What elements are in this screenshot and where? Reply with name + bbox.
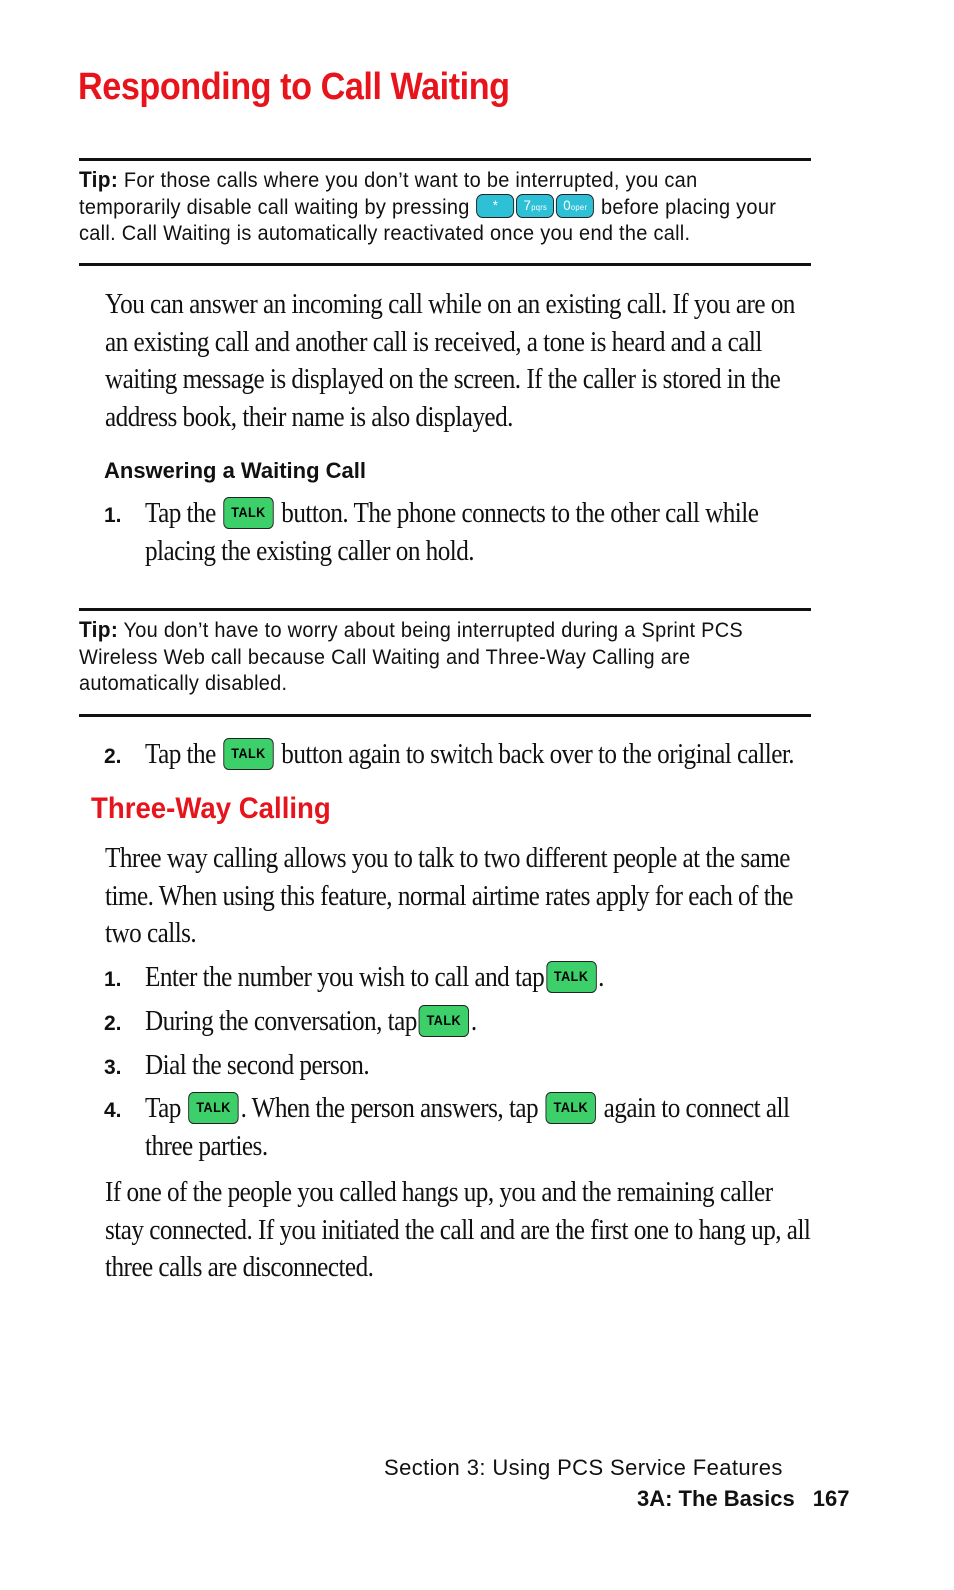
talk-button-icon: TALK xyxy=(419,1005,469,1037)
three-way-step-1 xyxy=(145,959,829,997)
step-number: 2. xyxy=(104,1012,122,1035)
step-number: 1. xyxy=(104,504,122,527)
tip-text-a: For those calls where you don’t want to be interrupted, you can temporarily disable call waiting by pressing xyxy=(79,169,698,219)
three-way-step-2 xyxy=(145,1003,829,1041)
tip-top-rule xyxy=(79,158,811,161)
zero-key-icon: 0oper xyxy=(556,194,594,218)
three-way-heading: Three-Way Calling xyxy=(91,792,331,825)
talk-button-icon: TALK xyxy=(188,1092,238,1124)
talk-button-icon: TALK xyxy=(223,738,273,770)
step-text: button. The phone connects to the other call while placing the existing caller on hold. xyxy=(145,498,759,567)
talk-button-icon: TALK xyxy=(223,497,273,529)
footer-section: Section 3: Using PCS Service Features xyxy=(384,1455,783,1480)
step-text: During the conversation, tap xyxy=(145,1006,417,1037)
step-text: . xyxy=(470,1006,477,1037)
three-way-closing: If one of the people you called hangs up, you and the remaining caller stay connected. If you initiated the call and are the first one to hang up, all three calls are disconnected. xyxy=(105,1177,811,1283)
step-text: Tap the xyxy=(145,498,216,529)
footer-chapter: 3A: The Basics xyxy=(637,1486,795,1511)
tip-call-waiting-disable xyxy=(79,167,782,248)
seven-key-icon: 7pqrs xyxy=(516,194,554,218)
talk-button-icon: TALK xyxy=(546,961,596,993)
answer-step-2 xyxy=(145,736,829,774)
intro-paragraph: You can answer an incoming call while on an existing call. If you are on an existing call and another call is received, a tone is heard and a call waiting message is displayed on the screen. If the caller is stored in the address book, their name is also displayed. xyxy=(105,289,795,433)
step-text: Tap the xyxy=(145,739,216,770)
three-way-step-4 xyxy=(145,1090,829,1165)
tip2-top-rule xyxy=(79,608,811,611)
step-text: Enter the number you wish to call and tap xyxy=(145,962,545,993)
step-text: again to connect all three parties. xyxy=(145,1093,790,1162)
tip-label: Tip: xyxy=(79,167,119,192)
tip-text: You don’t have to worry about being interrupted during a Sprint PCS Wireless Web call because Call Waiting and Three-Way Calling are automatically disabled. xyxy=(79,619,744,695)
page-title: Responding to Call Waiting xyxy=(78,66,510,108)
step-number: 3. xyxy=(104,1056,122,1079)
step-text: Tap xyxy=(145,1093,181,1124)
tip-bottom-rule xyxy=(79,263,811,266)
tip2-bottom-rule xyxy=(79,714,811,717)
footer-chapter-line xyxy=(637,1486,849,1512)
step-text: . When the person answers, tap xyxy=(240,1093,539,1124)
step-number: 2. xyxy=(104,745,122,768)
page-number: 167 xyxy=(812,1486,850,1511)
step-text: . xyxy=(598,962,604,993)
tip-wireless-web xyxy=(79,617,782,698)
three-way-intro: Three way calling allows you to talk to two different people at the same time. When using this feature, normal airtime rates apply for each of the two calls. xyxy=(105,843,793,949)
step-number: 4. xyxy=(104,1099,122,1122)
step-number: 1. xyxy=(104,968,122,991)
tip-label: Tip: xyxy=(79,617,119,642)
tip-text-b: before placing your call. Call Waiting is automatically reactivated once you end the call. xyxy=(79,195,777,245)
three-way-step-3: Dial the second person. xyxy=(145,1050,370,1081)
talk-button-icon: TALK xyxy=(546,1092,596,1124)
answering-heading: Answering a Waiting Call xyxy=(104,458,366,483)
star-key-icon: * xyxy=(476,194,514,218)
answer-step-1 xyxy=(145,495,829,570)
step-text: button again to switch back over to the original caller. xyxy=(281,739,795,770)
